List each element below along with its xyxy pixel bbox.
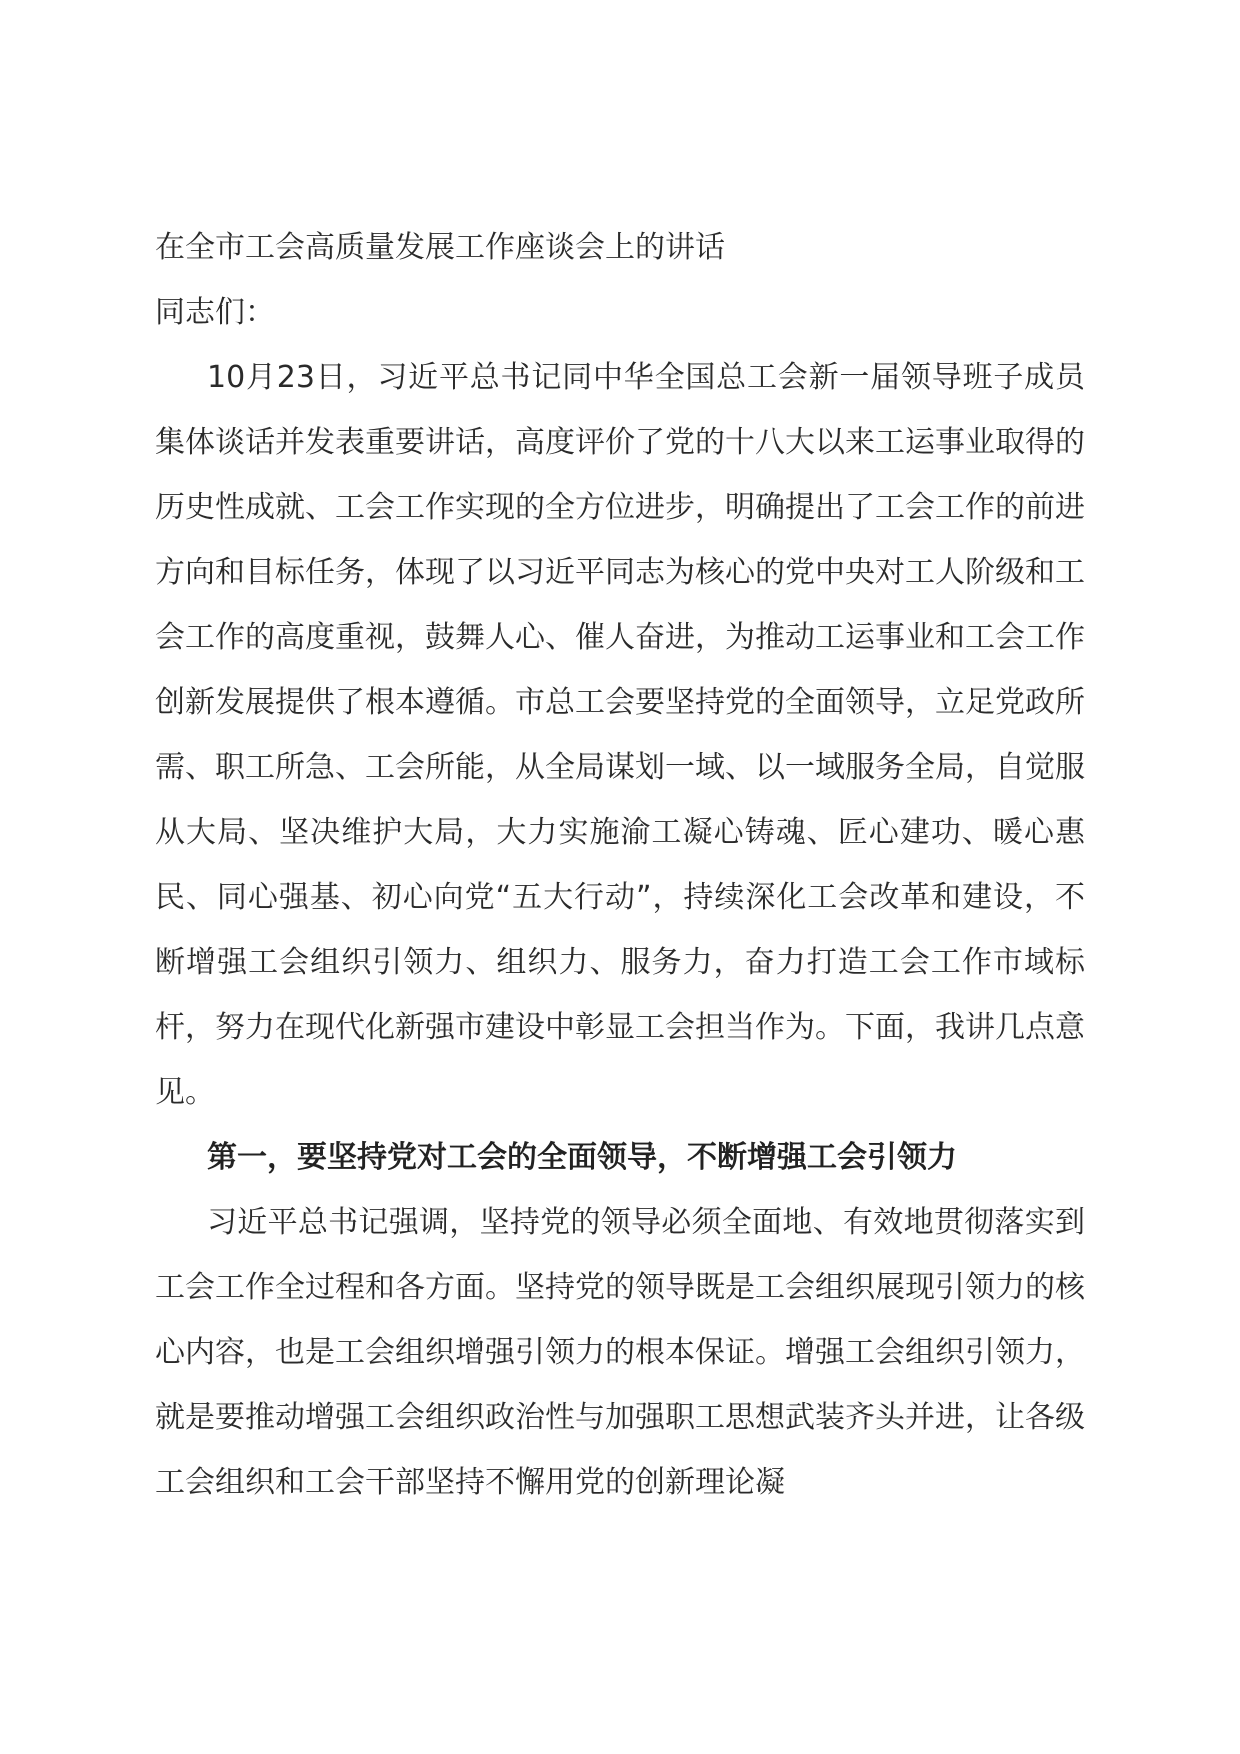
intro-paragraph: 10月23日，习近平总书记同中华全国总工会新一届领导班子成员集体谈话并发表重要讲话，高度评价了党的十八大以来工运事业取得的历史性成就、工会工作实现的全方位进步，明确提出了工会工作的前进方向和目标任务，体现了以习近平同志为核心的党中央对工人阶级和工会工作的高度重视，鼓舞人心、催人奋进，为推动工运事业和工会工作创新发展提供了根本遵循。市总工会要坚持党的全面领导，立足党政所需、职工所急、工会所能，从全局谋划一域、以一域服务全局，自觉服从大局、坚决维护大局，大力实施渝工凝心铸魂、匠心建功、暖心惠民、同心强基、初心向党“五大行动”，持续深化工会改革和建设，不断增强工会组织引领力、组织力、服务力，奋力打造工会工作市域标杆，努力在现代化新强市建设中彰显工会担当作为。下面，我讲几点意见。 xyxy=(155,360,1085,1110)
section-heading: 第一，要坚持党对工会的全面领导，不断增强工会引领力 xyxy=(207,1140,957,1175)
document-title: 在全市工会高质量发展工作座谈会上的讲话 xyxy=(155,230,725,265)
document-body xyxy=(155,215,1085,1515)
section-paragraph: 习近平总书记强调，坚持党的领导必须全面地、有效地贯彻落实到工会工作全过程和各方面。坚持党的领导既是工会组织展现引领力的核心内容，也是工会组织增强引领力的根本保证。增强工会组织引领力，就是要推动增强工会组织政治性与加强职工思想武装齐头并进，让各级工会组织和工会干部坚持不懈用党的创新理论凝 xyxy=(155,1205,1085,1500)
salutation: 同志们： xyxy=(155,295,275,330)
